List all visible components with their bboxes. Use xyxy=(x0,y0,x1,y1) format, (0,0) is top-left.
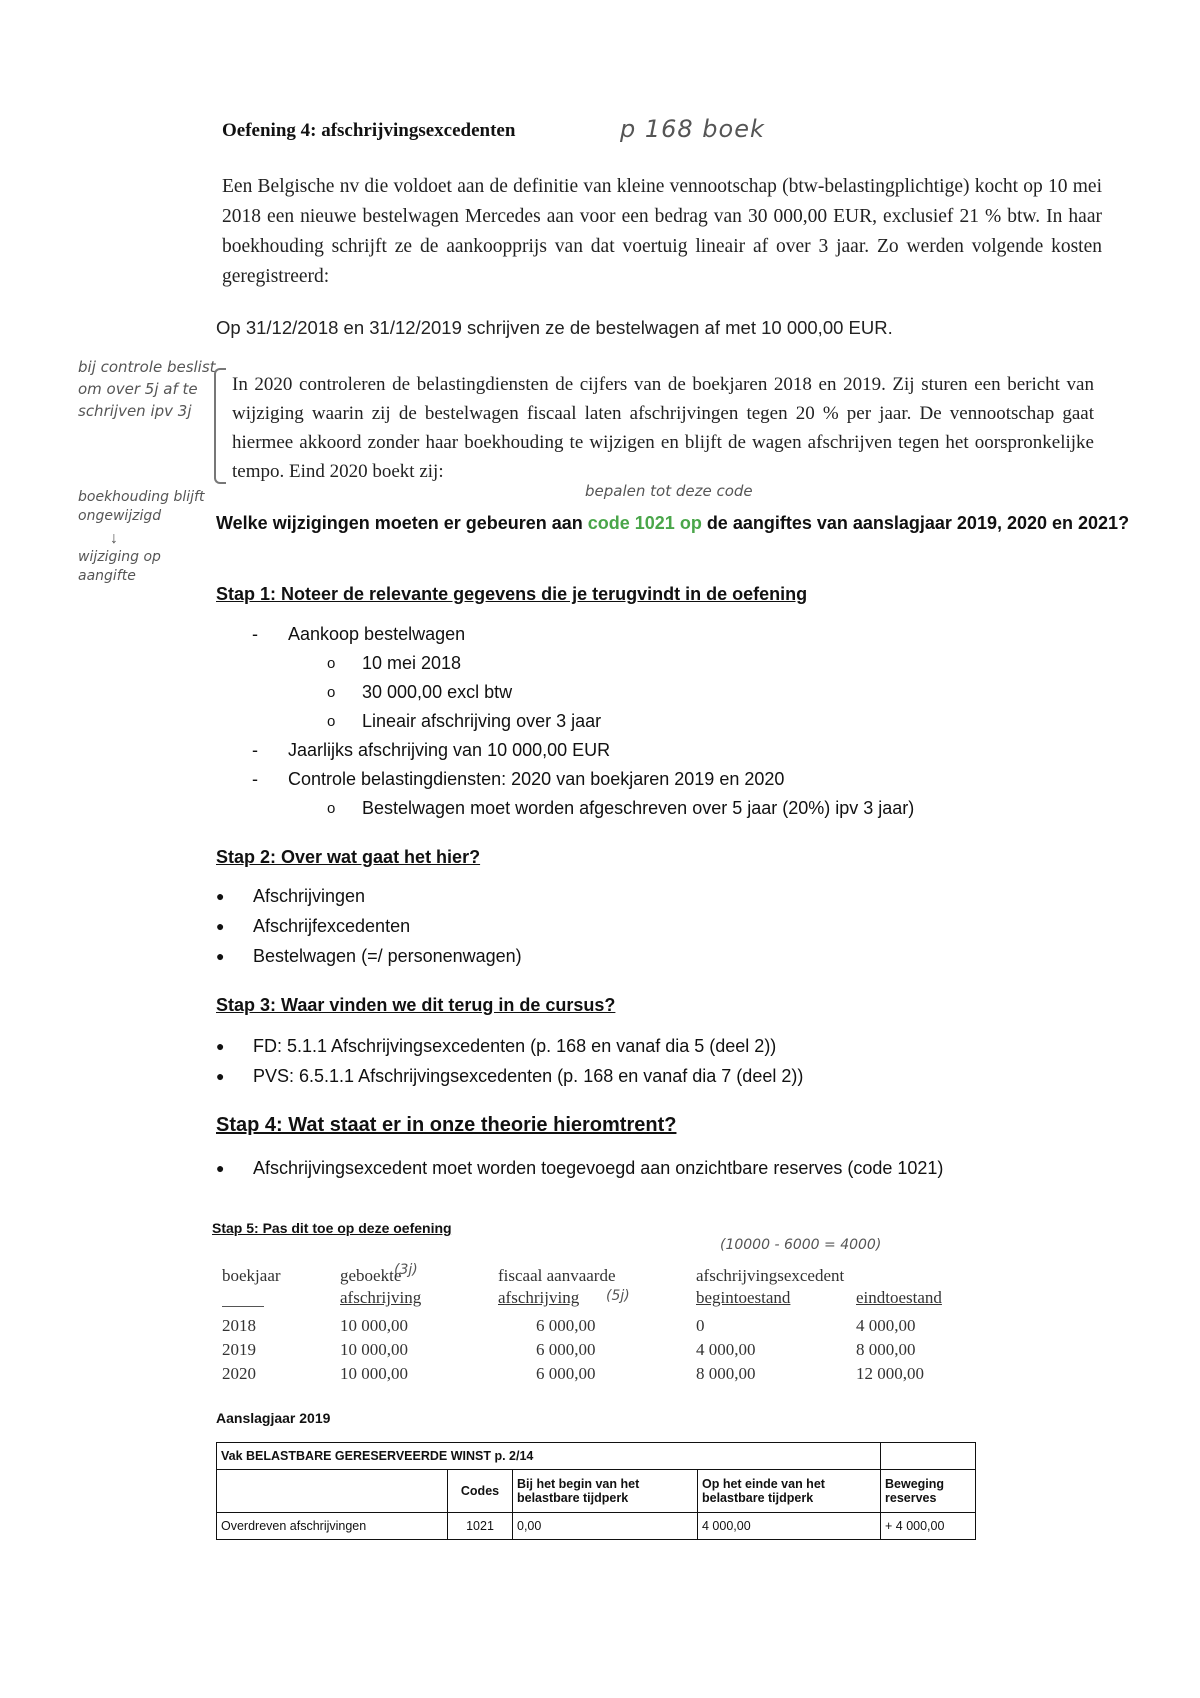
table-title-row xyxy=(217,1443,976,1470)
cell-end: 4 000,00 xyxy=(856,1316,916,1335)
list-item-text: Afschrijvingen xyxy=(253,886,366,906)
cell-booked: 10 000,00 xyxy=(340,1364,408,1383)
page-title: Oefening 4: afschrijvingsexcedenten xyxy=(222,120,516,141)
margin-note-bookkeeping: boekhouding blijft ongewijzigd xyxy=(78,489,205,524)
list-item xyxy=(252,798,1152,827)
col-header-fiscaal-afschrijving: afschrijving xyxy=(498,1288,580,1307)
list-item xyxy=(252,740,1152,769)
circle-bullet-icon: o xyxy=(327,655,336,672)
cell-year: 2018 xyxy=(222,1316,256,1335)
list-item xyxy=(252,653,1152,682)
cell-fiscal: 6 000,00 xyxy=(536,1316,596,1335)
list-item-text: Lineair afschrijving over 3 jaar xyxy=(362,711,602,731)
handwritten-title-note: p 168 boek xyxy=(620,115,765,143)
table-row xyxy=(222,1364,982,1388)
cell-begin: 0 xyxy=(696,1316,705,1335)
step5-heading: Stap 5: Pas dit toe op deze oefening xyxy=(212,1220,452,1236)
cell-label: Overdreven afschrijvingen xyxy=(217,1513,448,1540)
list-item xyxy=(216,886,1116,916)
list-item-text: 10 mei 2018 xyxy=(362,653,462,673)
margin-note-declaration: wijziging op aangifte xyxy=(78,549,161,584)
bullet-icon: ● xyxy=(216,1068,225,1084)
col-header-excedent: afschrijvingsexcedent xyxy=(696,1266,845,1285)
empty-cell xyxy=(217,1470,448,1513)
margin-note-control: bij controle beslist om over 5j af te schrijven ipv 3j xyxy=(78,358,216,420)
list-item-text: Afschrijfexcedenten xyxy=(253,916,411,936)
bullet-icon: ● xyxy=(216,888,225,904)
cell-fiscal: 6 000,00 xyxy=(536,1340,596,1359)
circle-bullet-icon: o xyxy=(327,800,336,817)
col-header-begintoestand: begintoestand xyxy=(696,1288,791,1307)
circle-bullet-icon: o xyxy=(327,713,336,730)
cell-eind: 4 000,00 xyxy=(698,1513,881,1540)
step1-heading: Stap 1: Noteer de relevante gegevens die je terugvindt in de oefening xyxy=(216,584,808,604)
table-row xyxy=(222,1316,982,1340)
list-item xyxy=(216,1036,1116,1066)
divider xyxy=(222,1292,264,1307)
list-item-text: FD: 5.1.1 Afschrijvingsexcedenten (p. 168 en vanaf dia 5 (deel 2)) xyxy=(253,1036,777,1056)
table-row xyxy=(222,1340,982,1364)
list-item-text: Afschrijvingsexcedent moet worden toegevoegd aan onzichtbare reserves (code 1021) xyxy=(253,1158,944,1178)
cell-begin: 4 000,00 xyxy=(696,1340,756,1359)
list-item xyxy=(216,1066,1116,1096)
list-item xyxy=(252,682,1152,711)
col-header-eind: Op het einde van het belastbare tijdperk xyxy=(698,1470,881,1513)
cell-end: 8 000,00 xyxy=(856,1340,916,1359)
dash-bullet: - xyxy=(252,624,258,644)
dash-bullet: - xyxy=(252,769,258,789)
list-item xyxy=(216,946,1116,976)
cell-end: 12 000,00 xyxy=(856,1364,924,1383)
bullet-icon: ● xyxy=(216,1160,225,1176)
step3-heading: Stap 3: Waar vinden we dit terug in de cursus? xyxy=(216,995,616,1015)
step1-list xyxy=(252,624,1152,827)
bullet-icon: ● xyxy=(216,918,225,934)
cell-booked: 10 000,00 xyxy=(340,1316,408,1335)
question-part-1: Welke wijzigingen moeten er gebeuren aan xyxy=(216,513,588,533)
control-paragraph: In 2020 controleren de belastingdiensten de cijfers van de boekjaren 2018 en 2019. Zij sturen een bericht van wijziging waarin zij de bestelwagen fiscaal laten afschrijvingen tegen 20 % per jaar. De vennootschap gaat hiermee akkoord zonder haar boekhouding te wijzigen en blijft de wagen afschrijven tegen het oorspronkelijke tempo. Eind 2020 boekt zij: xyxy=(232,374,1094,482)
question-code-highlight: code 1021 op xyxy=(587,513,702,533)
list-item xyxy=(252,769,1152,798)
step2-list xyxy=(216,886,1116,976)
empty-cell xyxy=(881,1443,976,1470)
col-header-codes: Codes xyxy=(448,1470,513,1513)
step4-heading: Stap 4: Wat staat er in onze theorie hieromtrent? xyxy=(216,1114,677,1136)
handwritten-5j: (5j) xyxy=(606,1288,630,1304)
dash-bullet: - xyxy=(252,740,258,760)
cell-booked: 10 000,00 xyxy=(340,1340,408,1359)
table-title: Vak BELASTBARE GERESERVEERDE WINST p. 2/14 xyxy=(217,1443,881,1470)
depreciation-line: Op 31/12/2018 en 31/12/2019 schrijven ze de bestelwagen af met 10 000,00 EUR. xyxy=(216,317,893,338)
intro-paragraph: Een Belgische nv die voldoet aan de definitie van kleine vennootschap (btw-belastingplichtige) kocht op 10 mei 2018 een nieuwe bestelwagen Mercedes aan voor een bedrag van 30 000,00 EUR, exclusief 21 % btw. In haar boekhouding schrijft ze de aankoopprijs van dat voertuig lineair af over 3 jaar. Zo werden volgende kosten geregistreerd: xyxy=(222,176,1102,287)
list-item-text: Controle belastingdiensten: 2020 van boekjaren 2019 en 2020 xyxy=(288,769,785,789)
list-item-text: Jaarlijks afschrijving van 10 000,00 EUR xyxy=(288,740,611,760)
list-item-text: Bestelwagen moet worden afgeschreven over 5 jaar (20%) ipv 3 jaar) xyxy=(362,798,915,818)
exercise-question xyxy=(216,508,1136,538)
list-item xyxy=(216,916,1116,946)
list-item xyxy=(252,711,1152,740)
col-header-beweging: Beweging reserves xyxy=(881,1470,976,1513)
col-header-eindtoestand: eindtoestand xyxy=(856,1288,942,1307)
col-header-fiscaal: fiscaal aanvaarde xyxy=(498,1266,616,1285)
col-header-afschrijving: afschrijving xyxy=(340,1288,422,1307)
cell-begin: 0,00 xyxy=(513,1513,698,1540)
handwritten-3j: (3j) xyxy=(394,1262,418,1278)
col-header-begin: Bij het begin van het belastbare tijdperk xyxy=(513,1470,698,1513)
col-header-boekjaar: boekjaar xyxy=(222,1266,281,1285)
reserve-table xyxy=(216,1442,976,1540)
cell-beweging: + 4 000,00 xyxy=(881,1513,976,1540)
bullet-icon: ● xyxy=(216,1038,225,1054)
cell-code: 1021 xyxy=(448,1513,513,1540)
list-item-text: PVS: 6.5.1.1 Afschrijvingsexcedenten (p. 168 en vanaf dia 7 (deel 2)) xyxy=(253,1066,804,1086)
list-item-text: Bestelwagen (=/ personenwagen) xyxy=(253,946,522,966)
cell-begin: 8 000,00 xyxy=(696,1364,756,1383)
step3-list xyxy=(216,1036,1116,1096)
list-item xyxy=(252,624,1152,653)
cell-year: 2019 xyxy=(222,1340,256,1359)
step4-list xyxy=(216,1158,1116,1188)
step2-heading: Stap 2: Over wat gaat het hier? xyxy=(216,847,481,867)
aanslagjaar-label: Aanslagjaar 2019 xyxy=(216,1410,331,1426)
cell-fiscal: 6 000,00 xyxy=(536,1364,596,1383)
bullet-icon: ● xyxy=(216,948,225,964)
table-header-row xyxy=(217,1470,976,1513)
circle-bullet-icon: o xyxy=(327,684,336,701)
list-item-text: 30 000,00 excl btw xyxy=(362,682,513,702)
list-item-text: Aankoop bestelwagen xyxy=(288,624,466,644)
handwritten-calculation: (10000 - 6000 = 4000) xyxy=(720,1237,882,1253)
table-row xyxy=(217,1513,976,1540)
arrow-down-icon: ↓ xyxy=(110,530,118,547)
col-header-geboekte: geboekte xyxy=(340,1266,402,1285)
question-part-2: de aangiftes van aanslagjaar 2019, 2020 en 2021? xyxy=(701,513,1130,533)
cell-year: 2020 xyxy=(222,1364,256,1383)
list-item xyxy=(216,1158,1116,1188)
handwritten-note-code: bepalen tot deze code xyxy=(585,482,753,500)
